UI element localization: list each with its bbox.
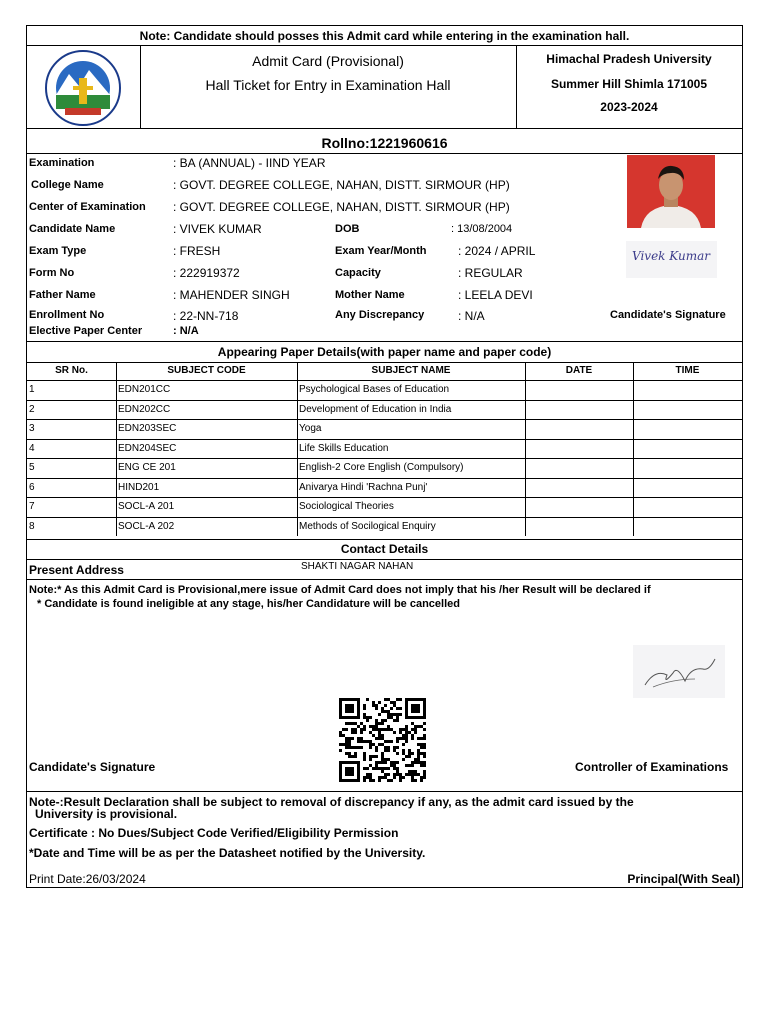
enrollment-value: : 22-NN-718: [173, 309, 239, 323]
exam-year-value: : 2024 / APRIL: [458, 244, 536, 258]
ineligibility-note: * Candidate is found ineligible at any stage, his/her Candidature will be cancelled: [37, 598, 460, 610]
examination-value: : BA (ANNUAL) - IIND YEAR: [173, 156, 326, 170]
card-subtitle: Hall Ticket for Entry in Examination Hall: [205, 77, 451, 93]
capacity-value: : REGULAR: [458, 266, 523, 280]
exam-year-label: Exam Year/Month: [335, 245, 427, 257]
father-name-label: Father Name: [29, 289, 96, 301]
university-name: Himachal Pradesh University: [546, 52, 712, 66]
table-cell-name: English-2 Core English (Compulsory): [299, 462, 464, 473]
provisional-note: Note:* As this Admit Card is Provisional,mere issue of Admit Card does not imply that his /her Result will be declared if: [29, 584, 651, 596]
exam-type-label: Exam Type: [29, 245, 87, 257]
table-header-cell: TIME: [675, 365, 700, 376]
controller-signature-image: [633, 645, 725, 698]
enrollment-label: Enrollment No: [29, 309, 105, 321]
table-cell-code: EDN202CC: [118, 403, 171, 415]
mother-name-label: Mother Name: [335, 289, 405, 301]
table-cell-code: EDN201CC: [118, 384, 171, 395]
table-header-cell: SUBJECT CODE: [167, 365, 246, 376]
papers-title: Appearing Paper Details(with paper name and paper code): [217, 345, 552, 359]
university-logo: [41, 50, 125, 126]
candidate-photo: [627, 155, 715, 228]
card-title: Admit Card (Provisional): [252, 53, 404, 69]
table-cell-code: EDN203SEC: [118, 423, 177, 434]
table-header-cell: DATE: [565, 365, 593, 376]
contact-title: Contact Details: [340, 542, 429, 556]
table-cell-code: ENG CE 201: [118, 462, 176, 473]
table-header-cell: SR No.: [55, 365, 88, 376]
examination-label: Examination: [29, 157, 95, 169]
exam-type-value: : FRESH: [173, 244, 221, 258]
table-header-cell: SUBJECT NAME: [371, 365, 451, 376]
table-cell-name: Anivarya Hindi 'Rachna Punj': [299, 481, 428, 493]
print-date: Print Date:26/03/2024: [29, 872, 146, 886]
qr-code: [339, 698, 426, 782]
table-cell-sr: 7: [29, 501, 35, 512]
roll-number: Rollno:1221960616: [321, 135, 448, 151]
center-label: Center of Examination: [29, 201, 146, 213]
table-cell-sr: 8: [29, 520, 35, 532]
college-label: College Name: [31, 179, 104, 191]
university-address: Summer Hill Shimla 171005: [550, 77, 708, 91]
table-cell-sr: 4: [29, 442, 35, 454]
datetime-note: *Date and Time will be as per the Datasheet notified by the University.: [29, 846, 426, 860]
controller-label: Controller of Examinations: [575, 760, 729, 774]
result-note-cont: University is provisional.: [35, 807, 178, 821]
discrepancy-value: : N/A: [458, 309, 485, 323]
table-cell-sr: 2: [29, 403, 35, 415]
table-cell-name: Psychological Bases of Education: [299, 384, 450, 395]
table-cell-sr: 6: [29, 481, 35, 493]
candidate-name-label: Candidate Name: [29, 223, 116, 235]
elective-center-value: : N/A: [173, 325, 199, 337]
table-cell-sr: 3: [29, 423, 35, 434]
dob-value: : 13/08/2004: [451, 223, 513, 235]
certificate-line: Certificate : No Dues/Subject Code Verified/Eligibility Permission: [29, 826, 399, 840]
session: 2023-2024: [600, 100, 658, 114]
table-cell-sr: 5: [29, 462, 35, 473]
elective-center-label: Elective Paper Center: [29, 325, 143, 337]
dob-label: DOB: [335, 223, 360, 235]
present-address-value: SHAKTI NAGAR NAHAN: [301, 561, 414, 572]
table-cell-code: HIND201: [118, 481, 160, 493]
table-cell-name: Sociological Theories: [299, 501, 394, 512]
signature-handwriting: Vivek Kumar: [632, 249, 710, 263]
admit-card: [26, 25, 743, 888]
present-address-label: Present Address: [29, 563, 124, 577]
form-no-value: : 222919372: [173, 266, 240, 280]
mother-name-value: : LEELA DEVI: [458, 288, 533, 302]
candidate-signature-image: [626, 241, 717, 278]
principal-seal-label: Principal(With Seal): [627, 872, 740, 886]
center-value: : GOVT. DEGREE COLLEGE, NAHAN, DISTT. SIRMOUR (HP): [173, 200, 510, 214]
table-cell-name: Yoga: [299, 423, 322, 434]
father-name-value: : MAHENDER SINGH: [173, 288, 290, 302]
candidate-name-value: : VIVEK KUMAR: [173, 222, 262, 236]
college-value: : GOVT. DEGREE COLLEGE, NAHAN, DISTT. SIRMOUR (HP): [173, 178, 510, 192]
table-cell-name: Methods of Socilogical Enquiry: [299, 520, 436, 532]
table-cell-code: EDN204SEC: [118, 442, 177, 454]
result-note: Note-:Result Declaration shall be subject to removal of discrepancy if any, as the admit card issued by the: [29, 795, 634, 809]
table-cell-sr: 1: [29, 384, 35, 395]
table-cell-code: SOCL-A 201: [118, 501, 175, 512]
table-cell-name: Life Skills Education: [299, 442, 389, 454]
candidate-signature-label: Candidate's Signature: [29, 760, 156, 774]
candidate-signature-caption: Candidate's Signature: [610, 309, 726, 321]
capacity-label: Capacity: [335, 267, 381, 279]
discrepancy-label: Any Discrepancy: [335, 309, 425, 321]
top-note: Note: Candidate should posses this Admit card while entering in the examination hall.: [139, 29, 630, 43]
table-cell-name: Development of Education in India: [299, 403, 452, 415]
table-cell-code: SOCL-A 202: [118, 520, 175, 532]
form-no-label: Form No: [29, 267, 75, 279]
